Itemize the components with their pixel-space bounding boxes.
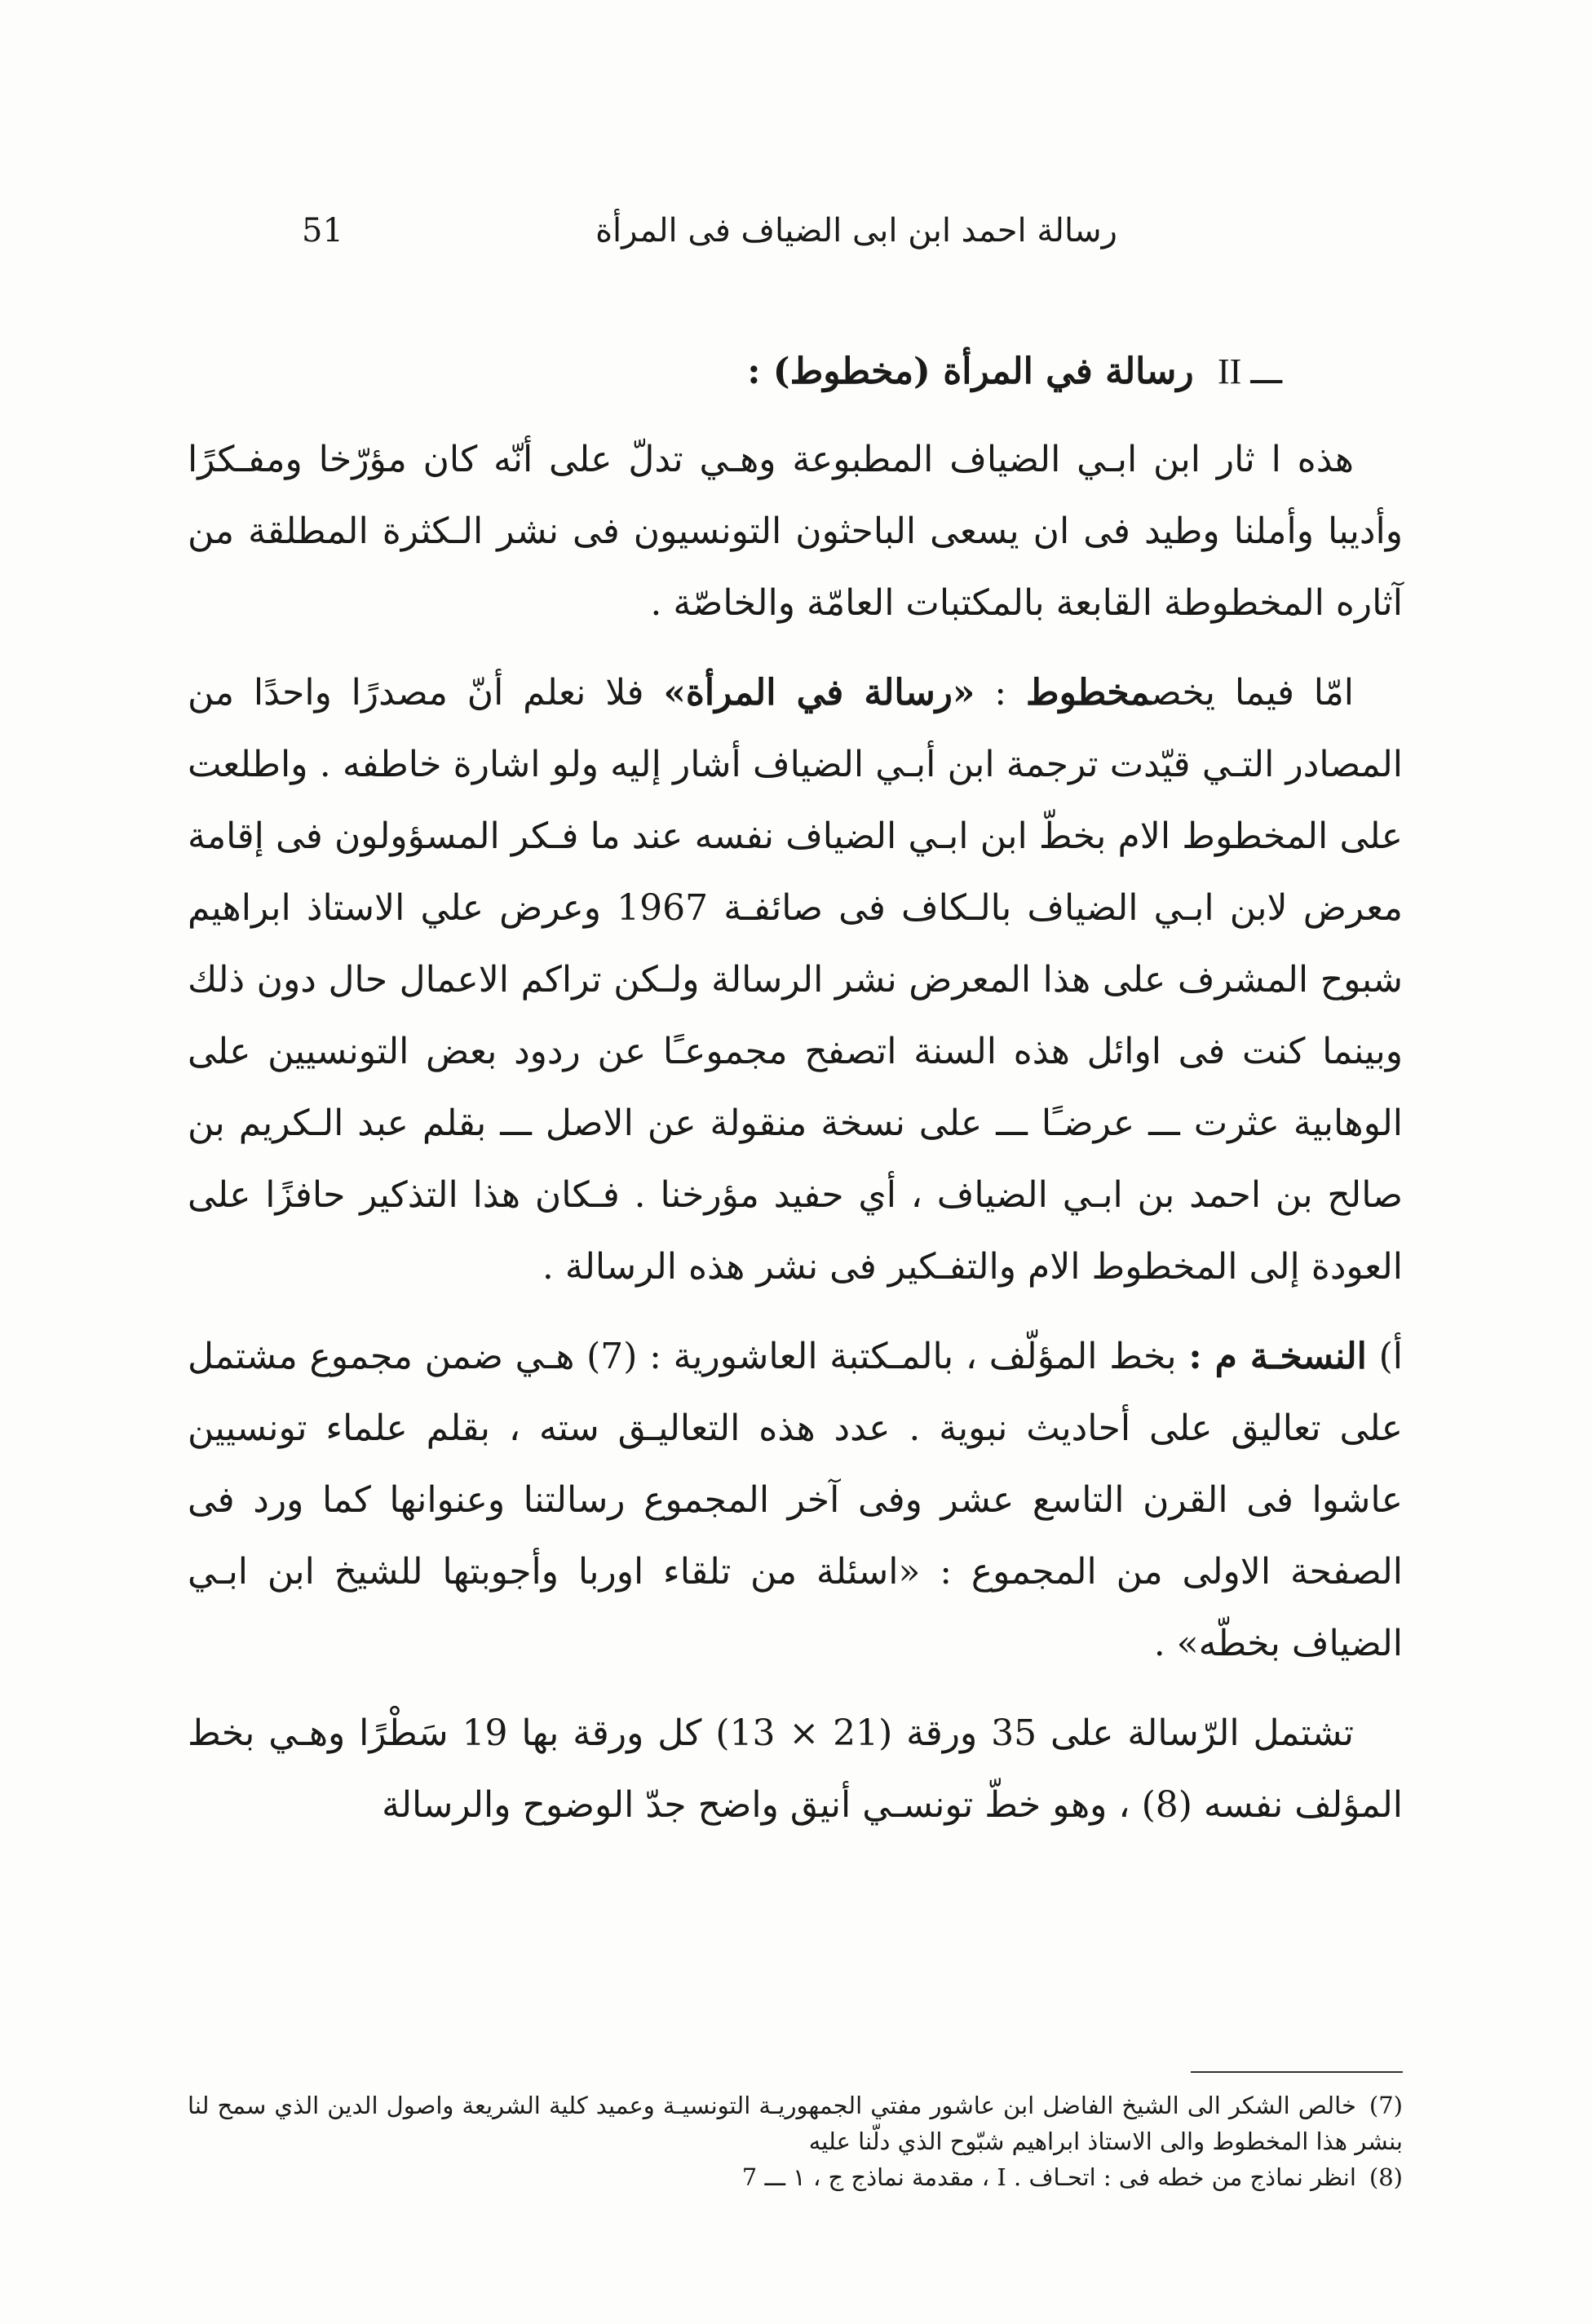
footnote-divider (1191, 2071, 1403, 2073)
footnote-8-marker: (8) (1369, 2163, 1403, 2191)
paragraph-2-bold-title: «رسالة في المرأة» (663, 672, 975, 714)
footnote-7 (188, 2088, 1403, 2159)
section-number: II ـــ (1218, 351, 1282, 391)
paragraph-4: تشتمل الرّسالة على 35 ورقة (21 × 13) كل ورقة بها 19 سَطْرًا وهـي بخط المؤلف نفسه (8) ، وهو خطّ تونسـي أنيق واضح جدّ الوضوح والرسالة (188, 1712, 1403, 1826)
footnote-7-marker: (7) (1369, 2092, 1403, 2119)
section-heading (467, 351, 1282, 392)
paragraph-2-colon: : (975, 672, 1026, 714)
paragraph-2-rest: فلا نعلم أنّ مصدرًا واحدًا من المصادر التـي قيّدت ترجمة ابن أبـي الضياف أشار إليه ولو اشارة خاطفه . واطلعت على المخطوط الام بخطّ ابن ابـي الضياف نفسه عند ما فـكر المسؤولون فى إقامة معرض لابن ابـي الضياف بالـكاف فى صائفـة 1967 وعرض علي الاستاذ ابراهيم شبوح المشرف على هذا المعرض نشر الرسالة ولـكن تراكم الاعمال حال دون ذلك وبينما كنت فى اوائل هذه السنة اتصفح مجموعـًا عن ردود بعض التونسيين على الوهابية عثرت ـــ عرضـًا ـــ على نسخة منقولة عن الاصل ـــ بقلم عبد الـكريم بن صالح بن احمد بن ابـي الضياف ، أي حفيد مؤرخنا . فـكان هذا التذكير حافزًا على العودة إلى المخطوط الام والتفـكير فى نشر هذه الرسالة . (188, 672, 1403, 1288)
paragraph-3-rest: بخط المؤلّف ، بالمـكتبة العاشورية : (7) هـي ضمن مجموع مشتمل على تعاليق على أحاديث نبوية . عدد هذه التعاليـق سته ، بقلم علماء تونسيين عاشوا فى القرن التاسع عشر وفى آخر المجموع رسالتنا وعنوانها كما ورد فى الصفحة الاولى من المجموع : «اسئلة من تلقاء اوربا وأجوبتها للشيخ ابن ابـي الضياف بخطّه» . (188, 1336, 1403, 1664)
paragraph-2 (188, 657, 1403, 1303)
page-header (302, 212, 1117, 269)
footnote-8 (188, 2159, 1403, 2195)
paragraph-1: هذه ا ثار ابن ابـي الضياف المطبوعة وهـي تدلّ على أنّه كان مؤرّخا ومفـكرًا وأديبا وأملنا وطيد فى ان يسعى الباحثون التونسيون فى نشر الـكثرة المطلقة من آثاره المخطوطة القابعة بالمكتبات العامّة والخاصّة . (188, 439, 1403, 624)
paragraph-3-lead: أ) (1366, 1336, 1403, 1377)
running-title: رسالة احمد ابن ابى الضياف فى المرأة (595, 212, 1117, 250)
paragraph-3 (188, 1321, 1403, 1680)
body-text (188, 424, 1403, 1859)
footnote-7-text: خالص الشكر الى الشيخ الفاضل ابن عاشور مفتي الجمهوريـة التونسيـة وعميد كلية الشريعة واصول الدين الذي سمح لنا بنشر هذا المخطوط والى الاستاذ ابراهيم شبّوح الذي دلّنا عليه (188, 2092, 1403, 2155)
section-title: رسالة في المرأة (مخطوط) : (747, 351, 1194, 392)
paragraph-2-bold-term: مخطوط (1025, 672, 1152, 714)
footnote-8-text: انظر نماذج من خطه فى : اتحـاف . I ، مقدمة نماذج ج ، ١ ـــ 7 (741, 2163, 1356, 2191)
paragraph-2-start: امّا فيما يخص (1151, 672, 1354, 714)
footnotes (188, 2088, 1403, 2195)
paragraph-3-bold: النسخـة م : (1188, 1336, 1367, 1377)
page-number: 51 (302, 212, 343, 250)
